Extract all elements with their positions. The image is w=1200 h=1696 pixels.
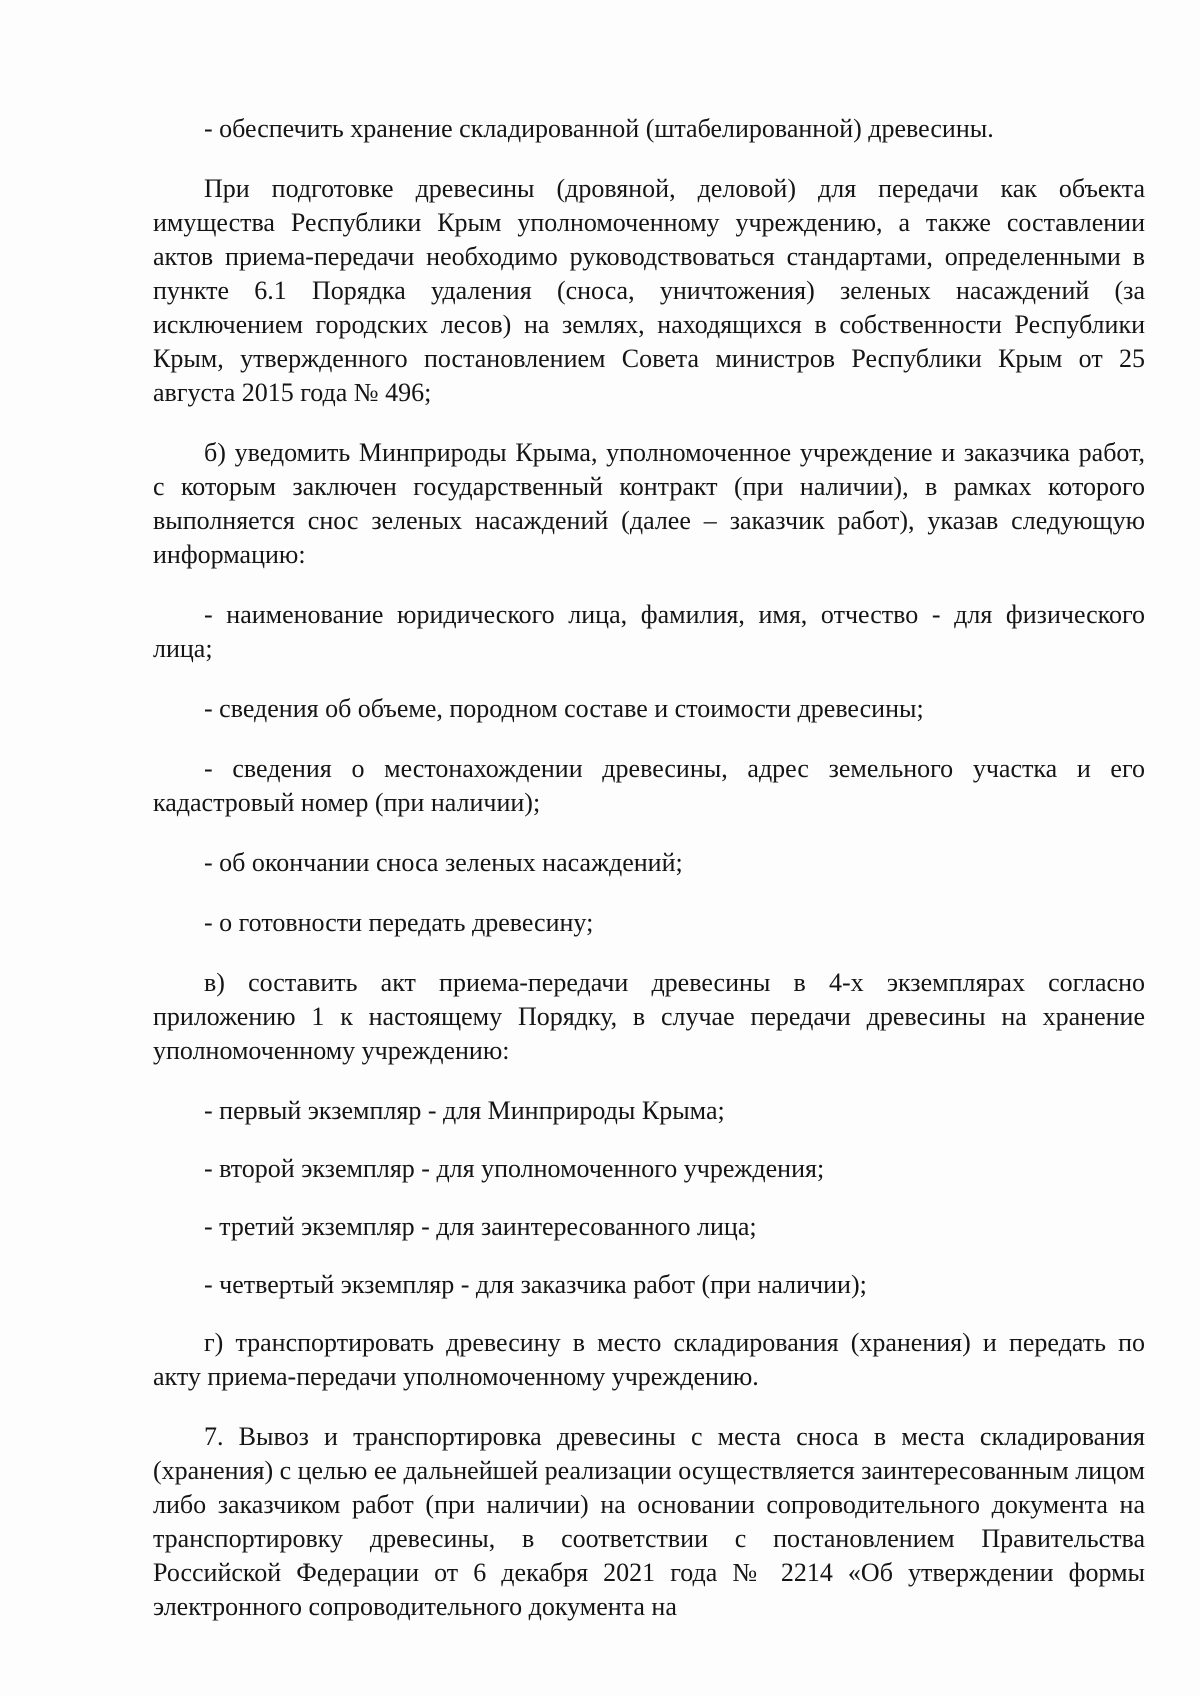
list-item-removal-end: - об окончании сноса зеленых насаждений;: [204, 848, 683, 877]
list-item-ready-transfer: - о готовности передать древесину;: [204, 908, 594, 937]
paragraph-storage: - обеспечить хранение складированной (штабелированной) древесины.: [204, 114, 994, 143]
paragraph-preparation: При подготовке древесины (дровяной, деловой) для передачи как объекта имущества Республики Крым уполномоченному учреждению, а также составлении актов приема-передачи необходимо руководствоваться стандартами, определенными в пункте 6.1 Порядка удаления (сноса, уничтожения) зеленых насаждений (за исключением городских лесов) на землях, находящихся в собственности Республики Крым, утвержденного постановлением Совета министров Республики Крым от 25 августа 2015 года № 496;: [153, 174, 1145, 407]
list-item-copy-1: - первый экземпляр - для Минприроды Крыма;: [204, 1096, 725, 1125]
list-item-entity-name: - наименование юридического лица, фамилия, имя, отчество - для физического лица;: [153, 600, 1145, 663]
list-item-location: - сведения о местонахождении древесины, адрес земельного участка и его кадастровый номер (при наличии);: [153, 754, 1145, 817]
list-item-copy-4: - четвертый экземпляр - для заказчика работ (при наличии);: [204, 1270, 867, 1299]
paragraph-notify: б) уведомить Минприроды Крыма, уполномоченное учреждение и заказчика работ, с которым заключен государственный контракт (при наличии), в рамках которого выполняется снос зеленых насаждений (далее – заказчик работ), указав следующую информацию:: [153, 438, 1145, 569]
paragraph-section-7: 7. Вывоз и транспортировка древесины с места сноса в места складирования (хранения) с целью ее дальнейшей реализации осуществляется заинтересованным лицом либо заказчиком работ (при наличии) на основании сопроводительного документа на транспортировку древесины, в соответствии с постановлением Правительства Российской Федерации от 6 декабря 2021 года № 2214 «Об утверждении формы электронного сопроводительного документа на: [153, 1422, 1145, 1621]
list-item-volume: - сведения об объеме, породном составе и стоимости древесины;: [204, 694, 924, 723]
paragraph-act: в) составить акт приема-передачи древесины в 4-х экземплярах согласно приложению 1 к настоящему Порядку, в случае передачи древесины на хранение уполномоченному учреждению:: [153, 968, 1145, 1065]
list-item-copy-2: - второй экземпляр - для уполномоченного учреждения;: [204, 1154, 825, 1183]
list-item-copy-3: - третий экземпляр - для заинтересованного лица;: [204, 1212, 757, 1241]
paragraph-transport: г) транспортировать древесину в место складирования (хранения) и передать по акту приема-передачи уполномоченному учреждению.: [153, 1328, 1145, 1391]
document-body: [153, 112, 1145, 1624]
